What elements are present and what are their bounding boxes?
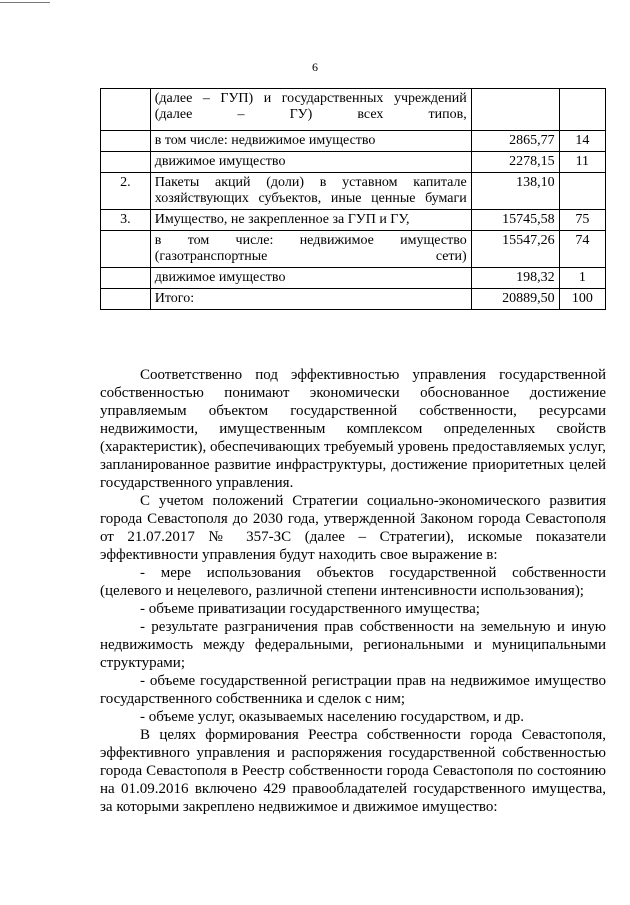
list-item: - объеме услуг, оказываемых населению государством, и др. xyxy=(140,709,525,725)
row-number xyxy=(101,131,151,152)
row-percent: 14 xyxy=(559,131,605,152)
row-percent: 74 xyxy=(559,231,605,268)
table-row xyxy=(101,231,606,268)
list-item: - объеме приватизации государственного имущества; xyxy=(140,601,480,617)
row-value: 138,10 xyxy=(471,173,559,210)
row-value: 2278,15 xyxy=(471,152,559,173)
row-number xyxy=(101,152,151,173)
row-description: движимое имущество xyxy=(150,152,471,173)
row-value: 198,32 xyxy=(471,268,559,289)
paragraph-strategy: С учетом положений Стратегии социально-экономического развития города Севастополя до 2030 года, утвержденной Законом города Севастополя от 21.07.2017 № 357-ЗС (далее – Стратегии), искомые показатели эффективности управления будут находить свое выражение в: xyxy=(100,493,606,563)
row-percent: 11 xyxy=(559,152,605,173)
row-percent xyxy=(559,173,605,210)
row-value: 15745,58 xyxy=(471,210,559,231)
row-description: Пакеты акций (доли) в уставном капитале хозяйствующих субъектов, иные ценные бумаги xyxy=(150,173,471,210)
row-number xyxy=(101,268,151,289)
row-description: в том числе: недвижимое имущество xyxy=(150,131,471,152)
row-number: 2. xyxy=(101,173,151,210)
list-item: - объеме государственной регистрации прав на недвижимое имущество государственного собственника и сделок с ним; xyxy=(100,673,606,707)
list-item: - мере использования объектов государственной собственности (целевого и нецелевого, различной степени интенсивности использования); xyxy=(100,565,606,599)
document-body xyxy=(100,366,606,816)
table-row xyxy=(101,89,606,131)
row-value xyxy=(471,89,559,131)
row-number: 3. xyxy=(101,210,151,231)
row-value: 20889,50 xyxy=(471,289,559,310)
row-number xyxy=(101,89,151,131)
row-number xyxy=(101,231,151,268)
table-row xyxy=(101,131,606,152)
table-row xyxy=(101,268,606,289)
table-row xyxy=(101,173,606,210)
row-number xyxy=(101,289,151,310)
table-row-total xyxy=(101,289,606,310)
paragraph-efficiency-definition: Соответственно под эффективностью управления государственной собственностью понимают экономически обоснованное достижение управляемым объектом государственной собственности, ресурсами недвижимости, имущественным комплексом определенных свойств (характеристик), обеспечивающих требуемый уровень предоставляемых услуг, запланированное развитие инфраструктуры, достижение приоритетных целей государственного управления. xyxy=(100,367,606,491)
page-number: 6 xyxy=(312,60,318,74)
corner-mark xyxy=(0,2,50,3)
table-row xyxy=(101,152,606,173)
row-description: движимое имущество xyxy=(150,268,471,289)
row-value: 2865,77 xyxy=(471,131,559,152)
row-percent: 75 xyxy=(559,210,605,231)
row-description: (далее – ГУП) и государственных учреждений (далее – ГУ) всех типов, xyxy=(150,89,471,131)
row-percent: 100 xyxy=(559,289,605,310)
row-description: в том числе: недвижимое имущество (газотранспортные сети) xyxy=(150,231,471,268)
table-row xyxy=(101,210,606,231)
row-percent: 1 xyxy=(559,268,605,289)
row-description: Имущество, не закрепленное за ГУП и ГУ, xyxy=(150,210,471,231)
row-value: 15547,26 xyxy=(471,231,559,268)
row-description: Итого: xyxy=(150,289,471,310)
list-item: - результате разграничения прав собственности на земельную и иную недвижимость между федеральными, региональными и муниципальными структурами; xyxy=(100,619,606,671)
row-percent xyxy=(559,89,605,131)
property-table xyxy=(100,88,606,310)
paragraph-registry: В целях формирования Реестра собственности города Севастополя, эффективного управления и распоряжения государственной собственностью города Севастополя в Реестр собственности города Севастополя по состоянию на 01.09.2016 включено 429 правообладателей государственного имущества, за которыми закреплено недвижимое и движимое имущество: xyxy=(100,727,606,815)
